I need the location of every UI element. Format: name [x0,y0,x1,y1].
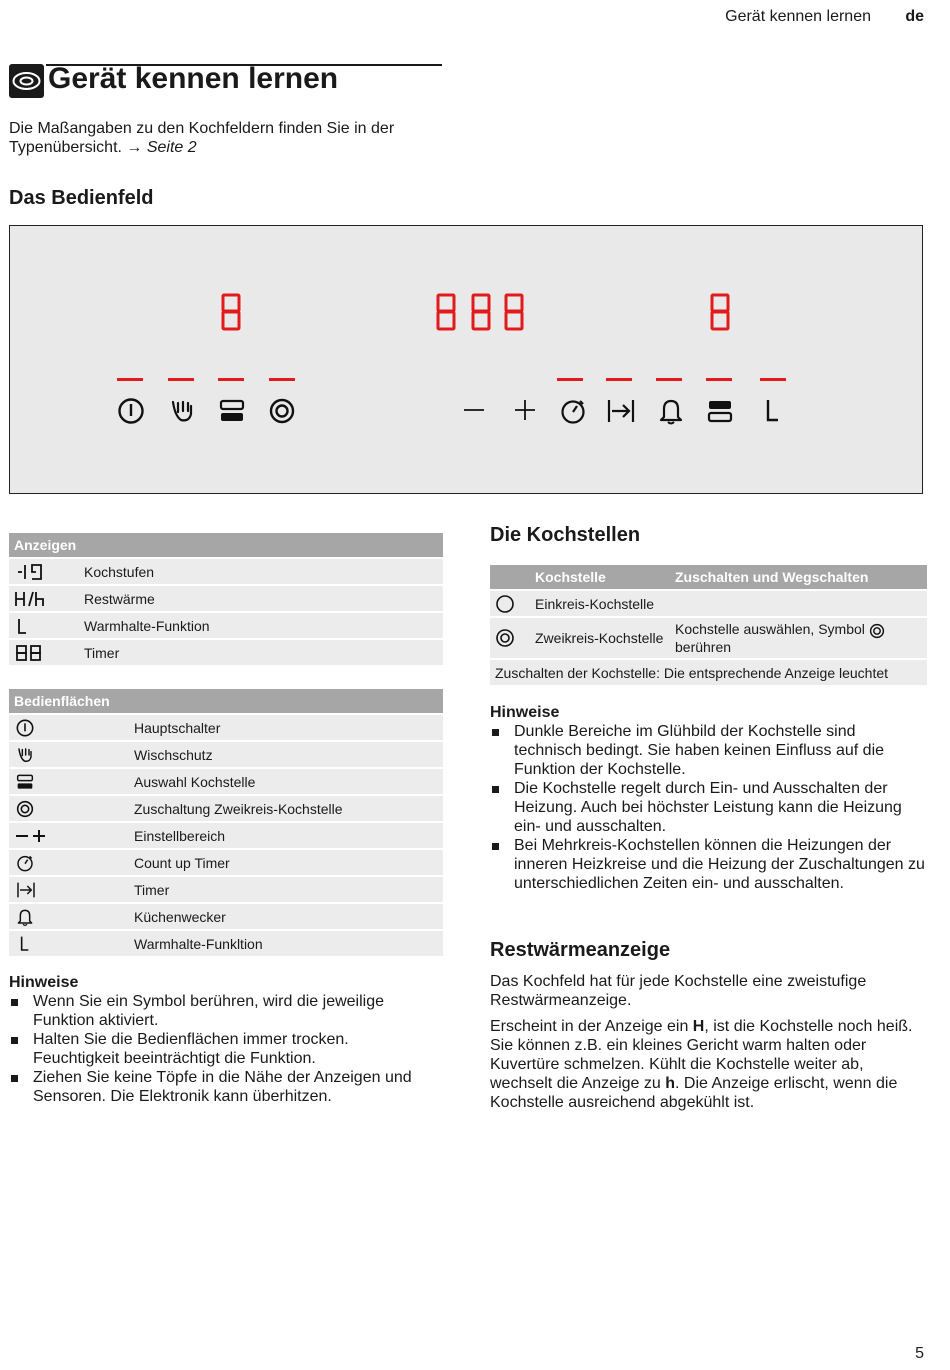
symbol-cell [9,903,129,930]
table-row [9,714,443,741]
list-item: Ziehen Sie keine Töpfe in die Nähe der Anzeigen und Sensoren. Die Elektronik kann überhitzen. [9,1068,439,1106]
restwaerme-paragraph-2 [490,1017,922,1112]
table-row [9,849,443,876]
digit-1-9-icon [14,563,46,581]
row-label: Einstellbereich [129,822,443,849]
indicator-bar [218,378,244,381]
dual-ring-icon [495,628,515,648]
table-row [490,659,927,685]
section-heading-restwaerme: Restwärmeanzeige [490,939,671,961]
zone-select-icon-right[interactable] [705,396,735,426]
bell-icon[interactable] [656,396,686,426]
row-label: Warmhalte-Funktion [79,612,443,639]
hob-icon [9,64,44,98]
notes-list-left [9,992,439,1106]
indicator-bar [168,378,194,381]
para-text: . Die Anzeige erlischt, wenn die Kochstelle ausreichend abgekühlt ist. [490,1075,898,1111]
table-row [9,639,443,665]
stopwatch-icon [14,853,36,873]
timer-icon [14,880,38,900]
section-heading-bedienfeld: Das Bedienfeld [9,187,154,209]
dual-ring-icon[interactable] [267,396,297,426]
symbol-cell [9,714,129,741]
stopwatch-icon[interactable] [558,396,588,426]
timer-display-digit-1 [435,292,457,332]
table-footer-note: Zuschalten der Kochstelle: Die entsprechende Anzeige leuchtet [490,659,927,685]
list-item: Bei Mehrkreis-Kochstellen können die Heizungen der inneren Heizkreise und die Heizung der Zuschaltungen zu unterschiedlichen Zeiten ein- und ausschalten. [490,836,926,893]
symbol-cell [9,585,79,612]
minus-plus-icon [14,826,48,846]
table-row [9,930,443,956]
table-row [9,612,443,639]
indicator-bar [760,378,786,381]
section-heading-kochstellen: Die Kochstellen [490,524,641,546]
page-title: Gerät kennen lernen [48,62,339,95]
symbol-cell [9,930,129,956]
row-label: Restwärme [79,585,443,612]
table-row [9,768,443,795]
notes-heading-right: Hinweise [490,704,560,721]
table-header: Anzeigen [9,533,443,558]
running-header-title: Gerät kennen lernen [725,8,871,25]
single-ring-icon [495,594,515,614]
symbol-cell [9,795,129,822]
action-text-2: berühren [675,638,732,655]
row-action [670,590,927,617]
row-label: Küchenwecker [129,903,443,930]
symbol-cell [490,590,530,617]
keep-warm-icon[interactable] [758,396,788,426]
indicator-bar [656,378,682,381]
table-header-zuschalten: Zuschalten und Wegschalten [670,565,927,590]
symbol-cell [9,768,129,795]
symbol-cell [9,639,79,665]
language-code: de [905,8,924,25]
list-item: Die Kochstelle regelt durch Ein- und Ausschalten der Heizung. Auch bei höchster Leistung kann die Heizung ein- und ausschalten. [490,779,926,836]
arrow-icon: → [126,139,143,156]
table-row [9,876,443,903]
residual-heat-low-symbol: h [665,1075,675,1092]
list-item: Halten Sie die Bedienflächen immer trocken. Feuchtigkeit beeinträchtigt die Funktion. [9,1030,439,1068]
timer-icon[interactable] [606,396,636,426]
row-label: Warmhalte-Funkltion [129,930,443,956]
indicator-bar [606,378,632,381]
row-label: Einkreis-Kochstelle [530,590,670,617]
table-header-kochstelle: Kochstelle [530,565,670,590]
list-item: Wenn Sie ein Symbol berühren, wird die jeweilige Funktion aktiviert. [9,992,439,1030]
row-label: Zweikreis-Kochstelle [530,617,670,659]
power-icon[interactable] [116,396,146,426]
bedienflaechen-table [9,689,443,956]
minus-icon[interactable] [459,396,489,426]
zone-display-right [709,292,731,332]
plus-icon[interactable] [510,396,540,426]
indicator-bar [557,378,583,381]
list-item: Dunkle Bereiche im Glühbild der Kochstelle sind technisch bedingt. Sie haben keinen Einfluss auf die Funktion der Kochstelle. [490,722,926,779]
restwaerme-paragraph-1: Das Kochfeld hat für jede Kochstelle eine zweistufige Restwärmeanzeige. [490,973,867,1009]
para-text: , ist die Kochstelle noch heiß. Sie können z.B. ein kleines Gericht warm halten oder Kuvertüre schmelzen. Kühlt die Kochstelle weiter ab, wechselt die Anzeige zu [490,1018,913,1092]
zone-select-icon [14,772,36,792]
residual-heat-high-symbol: H [692,1018,705,1035]
row-label: Wischschutz [129,741,443,768]
zone-select-icon[interactable] [217,396,247,426]
residual-heat-icon [14,590,46,608]
row-label: Kochstufen [79,558,443,585]
row-label: Timer [79,639,443,665]
kochstellen-table [490,565,927,685]
table-row [9,585,443,612]
symbol-cell [9,822,129,849]
indicator-bar [269,378,295,381]
row-action [670,617,927,659]
symbol-cell [9,741,129,768]
action-text: Kochstelle auswählen, Symbol [675,621,865,638]
row-label: Count up Timer [129,849,443,876]
wipe-protection-icon [14,745,36,765]
dual-ring-icon [869,623,885,639]
intro-text [9,119,449,157]
table-row [490,590,927,617]
table-header-blank [490,565,530,590]
page-reference-link[interactable]: Seite 2 [146,139,197,156]
row-label: Timer [129,876,443,903]
timer-display-digit-2 [470,292,492,332]
table-row [9,558,443,585]
keep-warm-icon [14,617,46,635]
symbol-cell [490,617,530,659]
notes-heading-left: Hinweise [9,974,79,991]
dual-ring-icon [14,799,36,819]
symbol-cell [9,612,79,639]
keep-warm-icon [14,934,36,954]
indicator-bar [117,378,143,381]
table-header: Bedienflächen [9,689,443,714]
row-label: Zuschaltung Zweikreis-Kochstelle [129,795,443,822]
table-row [9,822,443,849]
table-row [490,617,927,659]
symbol-cell [9,849,129,876]
table-row [9,741,443,768]
notes-list-right [490,722,926,893]
anzeigen-table [9,533,443,665]
zone-display-left [220,292,242,332]
power-icon [14,718,36,738]
timer-digits-icon [14,644,46,662]
control-panel-illustration [9,225,923,494]
symbol-cell [9,876,129,903]
row-label: Auswahl Kochstelle [129,768,443,795]
wipe-protection-icon[interactable] [167,396,197,426]
para-text: Erscheint in der Anzeige ein [490,1018,693,1035]
page-number: 5 [915,1345,924,1362]
row-label: Hauptschalter [129,714,443,741]
table-row [9,903,443,930]
indicator-bar [706,378,732,381]
bell-icon [14,907,36,927]
timer-display-digit-3 [503,292,525,332]
table-row [9,795,443,822]
intro-body: Die Maßangaben zu den Kochfeldern finden Sie in der Typenübersicht. [9,120,395,156]
symbol-cell [9,558,79,585]
